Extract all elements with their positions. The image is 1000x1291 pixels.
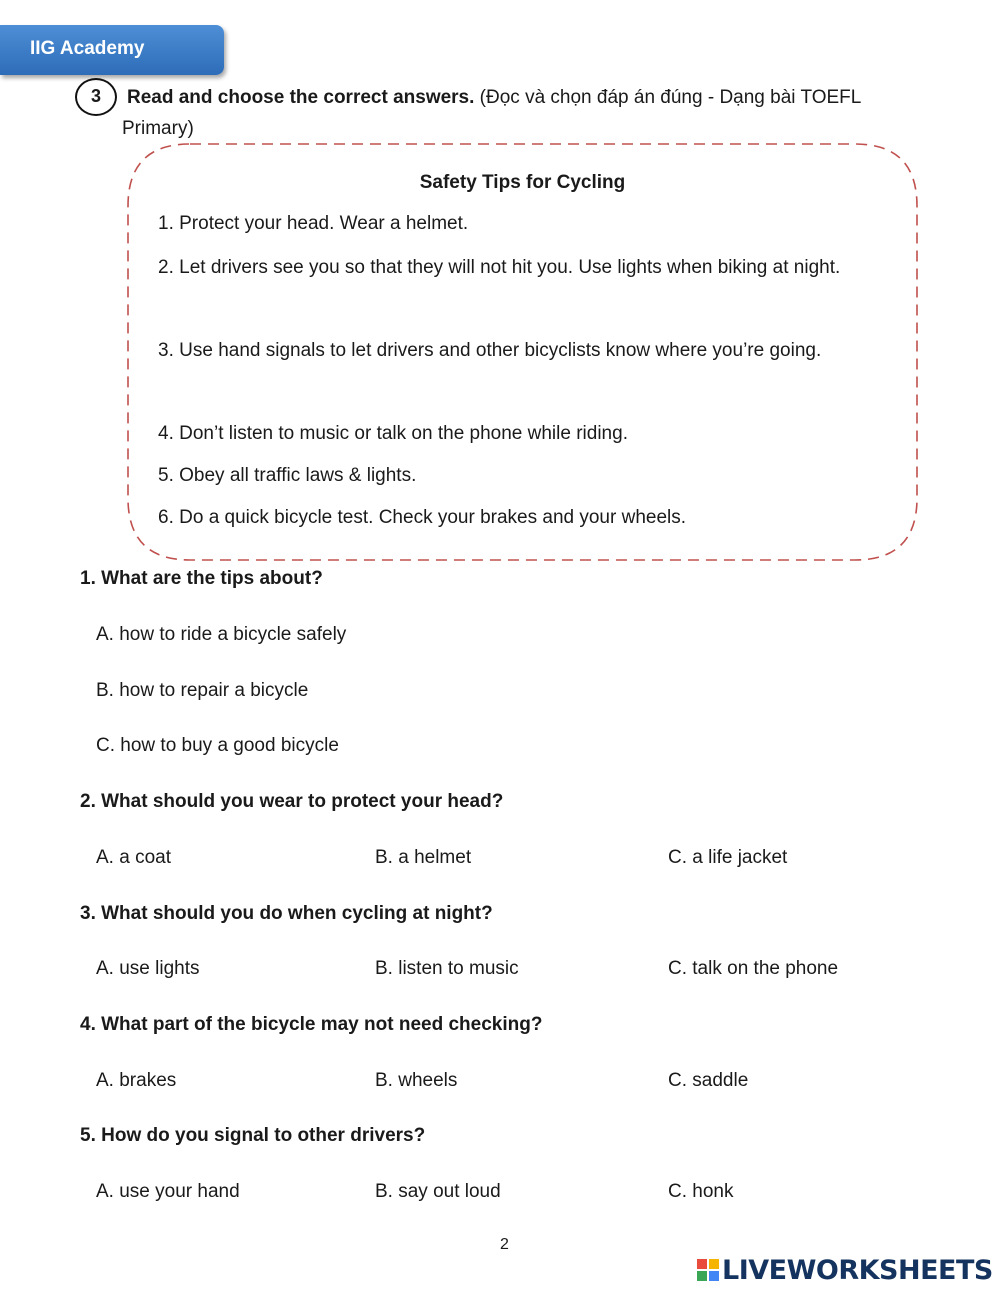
- instruction-bold: Read and choose the correct answers.: [127, 87, 475, 108]
- question-3: 3. What should you do when cycling at night?: [80, 903, 493, 924]
- q5-option-b[interactable]: B. say out loud: [375, 1181, 501, 1202]
- q4-option-c[interactable]: C. saddle: [668, 1070, 749, 1091]
- tip-item: 4. Don’t listen to music or talk on the phone while riding.: [158, 423, 628, 444]
- q2-option-a[interactable]: A. a coat: [96, 847, 171, 868]
- q2-option-c[interactable]: C. a life jacket: [668, 847, 788, 868]
- question-5: 5. How do you signal to other drivers?: [80, 1125, 426, 1146]
- liveworksheets-logo: [697, 1254, 993, 1286]
- page-number: 2: [500, 1236, 509, 1253]
- q4-option-b[interactable]: B. wheels: [375, 1070, 458, 1091]
- q4-option-a[interactable]: A. brakes: [96, 1070, 177, 1091]
- instruction-rest: (Đọc và chọn đáp án đúng - Dạng bài TOEFL Primary): [122, 87, 861, 139]
- question-1: 1. What are the tips about?: [80, 568, 323, 589]
- exercise-number: 3: [75, 78, 117, 116]
- logo-text: LIVEWORKSHEETS: [722, 1254, 993, 1286]
- tip-item: 6. Do a quick bicycle test. Check your brakes and your wheels.: [158, 507, 687, 528]
- q1-option-c[interactable]: C. how to buy a good bicycle: [96, 735, 339, 756]
- tip-item: 3. Use hand signals to let drivers and other bicyclists know where you’re going.: [158, 340, 822, 361]
- tip-item: 1. Protect your head. Wear a helmet.: [158, 213, 469, 234]
- logo-icon: [697, 1259, 719, 1281]
- q3-option-a[interactable]: A. use lights: [96, 958, 200, 979]
- q2-option-b[interactable]: B. a helmet: [375, 847, 472, 868]
- iig-academy-badge: IIG Academy: [0, 25, 224, 75]
- tip-item: 2. Let drivers see you so that they will not hit you. Use lights when biking at night.: [158, 257, 841, 278]
- q3-option-b[interactable]: B. listen to music: [375, 958, 519, 979]
- q3-option-c[interactable]: C. talk on the phone: [668, 958, 839, 979]
- q1-option-a[interactable]: A. how to ride a bicycle safely: [96, 624, 347, 645]
- question-4: 4. What part of the bicycle may not need checking?: [80, 1014, 543, 1035]
- q5-option-c[interactable]: C. honk: [668, 1181, 734, 1202]
- tip-item: 5. Obey all traffic laws & lights.: [158, 465, 417, 486]
- tips-title: Safety Tips for Cycling: [419, 172, 626, 193]
- exercise-instruction: [122, 82, 922, 144]
- q5-option-a[interactable]: A. use your hand: [96, 1181, 240, 1202]
- q1-option-b[interactable]: B. how to repair a bicycle: [96, 680, 309, 701]
- question-2: 2. What should you wear to protect your head?: [80, 791, 504, 812]
